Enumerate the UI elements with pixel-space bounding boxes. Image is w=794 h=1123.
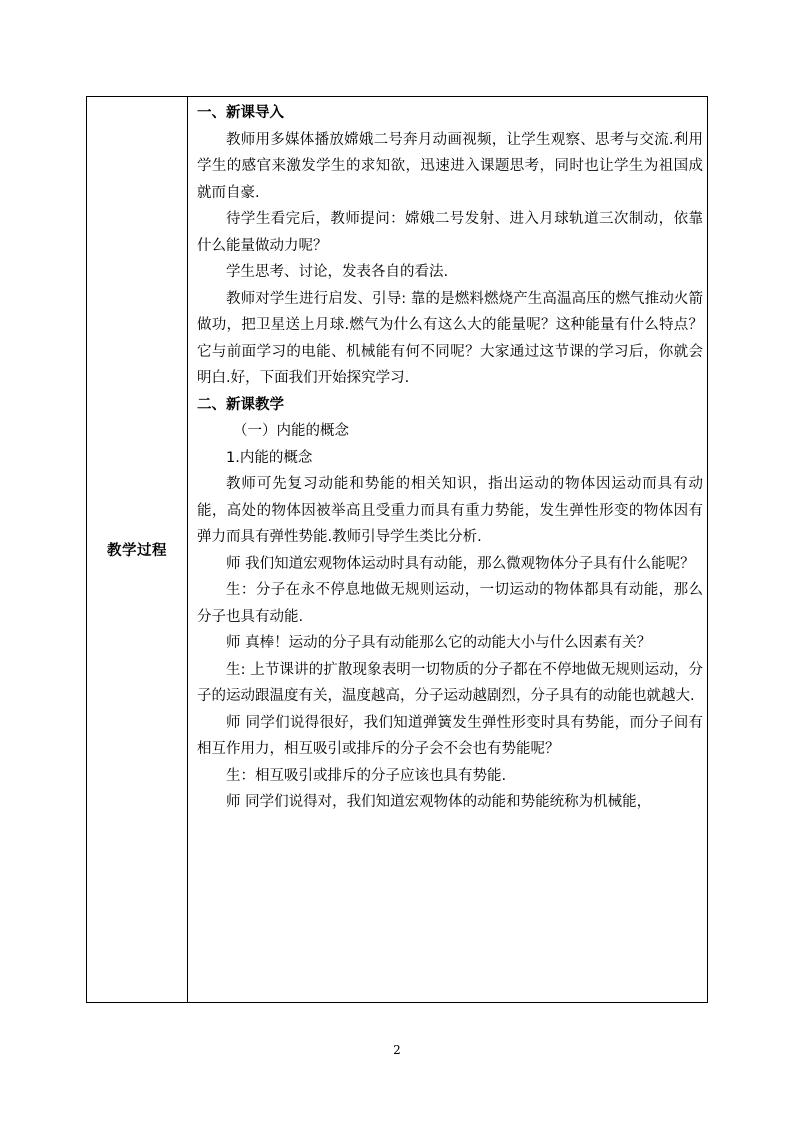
row-label-cell — [87, 97, 188, 1002]
paragraph: 学生思考、讨论，发表各自的看法. — [226, 264, 449, 280]
paragraph: 1.内能的概念 — [226, 449, 313, 466]
row-label: 教学过程 — [107, 543, 167, 559]
page-number: 2 — [393, 1043, 401, 1057]
paragraph: 生：相互吸引或排斥的分子应该也具有势能. — [226, 767, 507, 784]
paragraph: 师 同学们说得很好，我们知道弹簧发生弹性形变时具有势能，而分子间有相互作用力，相互吸引或排斥的分子会不会也有势能呢？ — [197, 714, 703, 757]
paragraph: （一）内能的概念 — [233, 423, 349, 439]
paragraph: 师 我们知道宏观物体运动时具有动能，那么微观物体分子具有什么能呢？ — [226, 555, 695, 572]
paragraph: 生: 上节课讲的扩散现象表明一切物质的分子都在不停地做无规则运动，分子的运动跟温度有关，温度越高，分子运动越剧烈，分子具有的动能也就越大. — [197, 661, 703, 704]
paragraph: 待学生看完后，教师提问：嫦娥二号发射、进入月球轨道三次制动，依靠什么能量做动力呢？ — [197, 211, 703, 254]
paragraph: 生：分子在永不停息地做无规则运动，一切运动的物体都具有动能，那么分子也具有动能. — [197, 582, 703, 625]
paragraph: 教师对学生进行启发、引导: 靠的是燃料燃烧产生高温高压的燃气推动火箭做功，把卫星送上月球.燃气为什么有这么大的能量呢？这种能量有什么特点？它与前面学习的电能、机械能有何不同呢？大家通过这节课的学习后，你就会明白.好，下面我们开始探究学习. — [197, 290, 703, 386]
section-heading: 二、新课教学 — [197, 396, 284, 413]
content-cell — [188, 97, 707, 1002]
lesson-table — [86, 96, 708, 1003]
paragraph: 教师用多媒体播放嫦娥二号奔月动画视频，让学生观察、思考与交流.利用学生的感官来激发学生的求知欲，迅速进入课题思考，同时也让学生为祖国成就而自豪. — [197, 131, 703, 201]
paragraph: 教师可先复习动能和势能的相关知识，指出运动的物体因运动而具有动能，高处的物体因被举高且受重力而具有重力势能，发生弹性形变的物体因有弹力而具有弹性势能.教师引导学生类比分析. — [197, 476, 703, 545]
paragraph: 师 真棒！运动的分子具有动能那么它的动能大小与什么因素有关？ — [226, 635, 652, 651]
section-heading: 一、新课导入 — [197, 105, 284, 121]
paragraph: 师 同学们说得对，我们知道宏观物体的动能和势能统称为机械能， — [226, 794, 652, 810]
